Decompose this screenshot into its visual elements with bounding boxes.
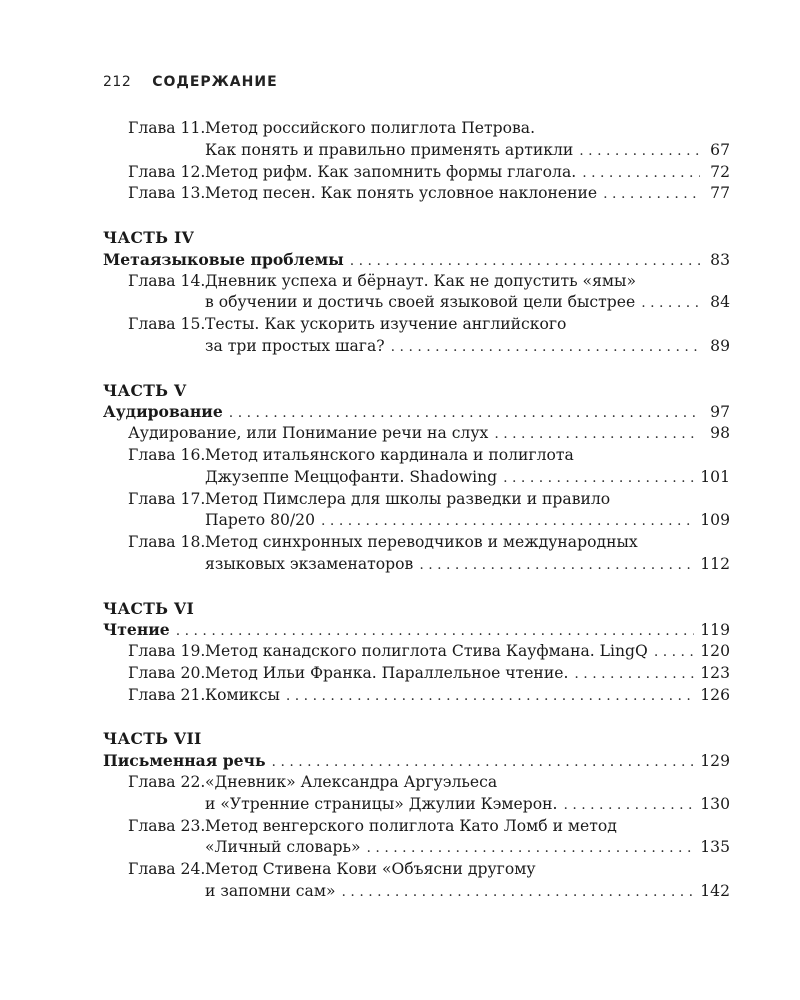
header-title: СОДЕРЖАНИЕ xyxy=(152,74,278,90)
page-ref: 123 xyxy=(700,663,730,682)
chapter-label: Глава 12. xyxy=(128,162,206,181)
toc-entry-ch12 xyxy=(103,162,730,184)
toc-section-metalinguistic xyxy=(103,249,730,271)
toc-entry-ch11-line1 xyxy=(103,118,730,140)
page-ref: 129 xyxy=(700,752,730,771)
page-ref: 120 xyxy=(700,642,730,661)
toc-entry-ch16-line2 xyxy=(103,467,730,489)
toc-entry-ch17-line1 xyxy=(103,489,730,511)
chapter-title: Метод песен. Как понять условное наклонение xyxy=(205,184,598,203)
chapter-label: Глава 22. xyxy=(128,772,206,791)
chapter-title: Метод синхронных переводчиков и международных xyxy=(205,533,638,552)
toc-entry-ch24-line1 xyxy=(103,859,730,881)
page-ref: 97 xyxy=(710,403,730,422)
page-ref: 89 xyxy=(710,336,730,355)
page-ref: 142 xyxy=(700,881,730,900)
chapter-title: Метод Стивена Кови «Объясни другому xyxy=(205,860,536,879)
chapter-title-cont: в обучении и достичь своей языковой цели быстрее xyxy=(205,293,636,312)
leader-dots xyxy=(603,184,700,206)
chapter-label: Глава 11. xyxy=(128,119,206,137)
chapter-label: Глава 20. xyxy=(128,663,206,682)
leader-dots xyxy=(641,293,700,315)
toc-entry-ch11-line2 xyxy=(103,140,730,162)
page-ref: 135 xyxy=(700,838,730,857)
page-ref: 83 xyxy=(710,250,730,269)
leader-dots xyxy=(229,403,700,425)
section-title: Чтение xyxy=(103,620,170,640)
toc-entry-ch22-line1 xyxy=(103,772,730,794)
page-number: 212 xyxy=(103,74,132,90)
toc-entry-ch18-line1 xyxy=(103,532,730,554)
toc-entry-ch14-line1 xyxy=(103,271,730,293)
part-heading-vi xyxy=(103,598,730,620)
page-ref: 126 xyxy=(700,685,730,704)
page-ref: 77 xyxy=(710,184,730,203)
chapter-label: Глава 18. xyxy=(128,533,206,552)
leader-dots xyxy=(176,621,695,643)
toc-entry-ch18-line2 xyxy=(103,554,730,576)
page-ref: 101 xyxy=(700,467,730,486)
toc-entry-ch23-line1 xyxy=(103,816,730,838)
leader-dots xyxy=(563,795,694,817)
part-title: ЧАСТЬ VI xyxy=(103,598,195,618)
leader-dots xyxy=(367,838,695,860)
toc-entry-ch20 xyxy=(103,663,730,685)
chapter-title: Метод венгерского полиглота Като Ломб и метод xyxy=(205,816,617,835)
toc-entry-ch15-line2 xyxy=(103,336,730,358)
chapter-title: Метод российского полиглота Петрова. xyxy=(205,119,536,137)
chapter-title: Метод Пимслера для школы разведки и правило xyxy=(205,489,611,508)
chapter-title-cont: «Личный словарь» xyxy=(205,838,361,857)
toc-entry-listening-intro xyxy=(103,423,730,445)
toc-section-reading xyxy=(103,619,730,641)
chapter-title: Метод итальянского кардинала и полиглота xyxy=(205,445,574,464)
page-ref: 98 xyxy=(710,424,730,443)
leader-dots xyxy=(391,337,700,359)
chapter-title-cont: за три простых шага? xyxy=(205,336,385,355)
part-title: ЧАСТЬ IV xyxy=(103,227,195,247)
toc-entry-ch16-line1 xyxy=(103,445,730,467)
chapter-label: Глава 19. xyxy=(128,642,206,661)
table-of-contents xyxy=(103,118,730,903)
chapter-label: Глава 23. xyxy=(128,816,206,835)
chapter-title-cont: языковых экзаменаторов xyxy=(205,554,414,573)
page-ref: 109 xyxy=(700,511,730,530)
toc-entry-ch15-line1 xyxy=(103,314,730,336)
part-title: ЧАСТЬ VII xyxy=(103,729,202,749)
page-ref: 67 xyxy=(710,140,730,159)
chapter-title-cont: Парето 80/20 xyxy=(205,511,316,530)
page-ref: 119 xyxy=(700,621,730,640)
chapter-label: Глава 16. xyxy=(128,445,206,464)
chapter-label: Глава 14. xyxy=(128,271,206,290)
part-title: ЧАСТЬ V xyxy=(103,380,187,400)
chapter-label: Глава 13. xyxy=(128,184,206,203)
leader-dots xyxy=(582,163,700,185)
part-heading-iv xyxy=(103,227,730,249)
part-heading-v xyxy=(103,380,730,402)
chapter-title-cont: Как понять и правильно применять артикли xyxy=(205,140,574,159)
section-title: Метаязыковые проблемы xyxy=(103,249,344,269)
toc-entry-ch23-line2 xyxy=(103,837,730,859)
chapter-label: Глава 21. xyxy=(128,685,206,704)
part-heading-vii xyxy=(103,728,730,750)
page-ref: 72 xyxy=(710,162,730,181)
leader-dots xyxy=(574,664,694,686)
section-title: Письменная речь xyxy=(103,751,266,771)
page-ref: 130 xyxy=(700,794,730,813)
toc-entry-ch19 xyxy=(103,641,730,663)
toc-entry-ch24-line2 xyxy=(103,881,730,903)
leader-dots xyxy=(272,752,695,774)
leader-dots xyxy=(654,642,694,664)
leader-dots xyxy=(494,424,700,446)
page-ref: 112 xyxy=(700,554,730,573)
toc-entry-ch22-line2 xyxy=(103,794,730,816)
chapter-title: Дневник успеха и бёрнаут. Как не допустить «ямы» xyxy=(205,271,636,290)
chapter-title-cont: и «Утренние страницы» Джулии Кэмерон. xyxy=(205,794,558,813)
chapter-title: Метод рифм. Как запомнить формы глагола. xyxy=(205,162,577,181)
toc-entry-ch13 xyxy=(103,183,730,205)
chapter-title: Метод Ильи Франка. Параллельное чтение. xyxy=(205,663,569,682)
chapter-label: Глава 17. xyxy=(128,489,206,508)
leader-dots xyxy=(503,468,694,490)
chapter-title: «Дневник» Александра Аргуэльеса xyxy=(205,772,498,791)
leader-dots xyxy=(350,251,700,273)
chapter-title: Комиксы xyxy=(205,685,280,704)
leader-dots xyxy=(419,555,694,577)
entry-title: Аудирование, или Понимание речи на слух xyxy=(128,424,489,443)
section-title: Аудирование xyxy=(103,402,223,422)
leader-dots xyxy=(321,511,694,533)
chapter-title: Тесты. Как ускорить изучение английского xyxy=(205,315,567,334)
leader-dots xyxy=(579,141,700,163)
chapter-label: Глава 24. xyxy=(128,860,206,879)
chapter-title-cont: Джузеппе Меццофанти. Shadowing xyxy=(205,467,498,486)
chapter-title-cont: и запомни сам» xyxy=(205,881,336,900)
toc-section-listening xyxy=(103,401,730,423)
chapter-label: Глава 15. xyxy=(128,315,206,334)
toc-entry-ch14-line2 xyxy=(103,292,730,314)
leader-dots xyxy=(286,686,694,708)
running-header xyxy=(103,74,278,90)
chapter-title: Метод канадского полиглота Стива Кауфмана. LingQ xyxy=(205,642,648,661)
page-ref: 84 xyxy=(710,293,730,312)
toc-entry-ch21 xyxy=(103,685,730,707)
toc-entry-ch17-line2 xyxy=(103,510,730,532)
toc-section-writing xyxy=(103,750,730,772)
leader-dots xyxy=(342,882,695,904)
